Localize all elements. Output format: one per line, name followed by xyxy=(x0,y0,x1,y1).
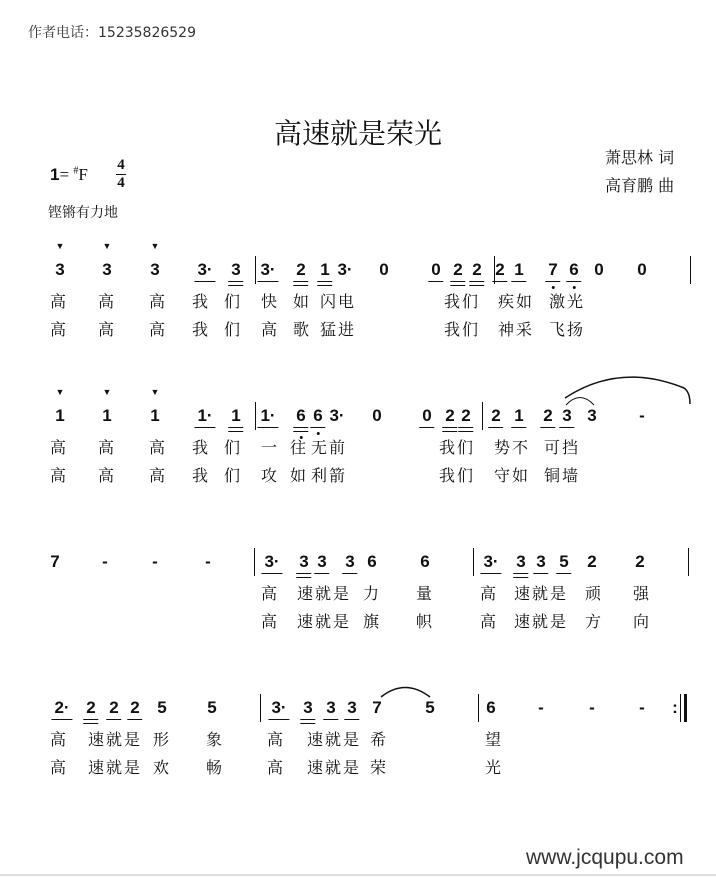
time-bottom: 4 xyxy=(117,175,125,191)
lyric-verse-2: 利箭 xyxy=(310,466,348,485)
lyric-verse-1: 高 xyxy=(49,730,69,749)
accent-icon: ▼ xyxy=(102,241,112,251)
lyric-verse-2: 高 xyxy=(260,612,280,631)
accent-icon: ▼ xyxy=(150,387,160,397)
lyric-verse-1: 我 xyxy=(191,292,211,311)
note-digit: 2 xyxy=(453,260,463,279)
lyric-verse-1: 势不 xyxy=(493,438,531,457)
note-digit: 3 xyxy=(587,406,597,425)
lyric-verse-1: 速就是 xyxy=(513,584,569,603)
lyric-verse-2: 向 xyxy=(632,612,652,631)
note-digit: 3 xyxy=(345,552,355,571)
lyric-verse-1: 如 xyxy=(292,292,312,311)
lyric-verse-2: 速就是 xyxy=(296,612,352,631)
lyric-verse-2: 高 xyxy=(49,758,69,777)
lyric-verse-1: 形 xyxy=(152,730,172,749)
lyric-verse-2: 攻 xyxy=(260,466,280,485)
time-top: 4 xyxy=(117,157,125,173)
note-digit: 3 xyxy=(231,260,241,279)
song-title: 高速就是荣光 xyxy=(273,117,442,150)
lyric-verse-2: 们 xyxy=(223,466,243,485)
lyric-verse-1: 们 xyxy=(223,438,243,457)
author-phone: 作者电话：15235826529 xyxy=(28,25,196,41)
note-digit: 1 xyxy=(55,406,65,425)
lyric-verse-2: 如 xyxy=(289,466,309,485)
note-digit: 6 xyxy=(486,698,496,717)
note-digit: 6 xyxy=(420,552,430,571)
note-digit: 2 xyxy=(445,406,455,425)
note-digit: 3· xyxy=(271,698,287,717)
lyric-verse-2: 高 xyxy=(260,320,280,339)
tie-line2-short xyxy=(566,398,594,406)
note-digit: 7 xyxy=(548,260,558,279)
note-digit: 2· xyxy=(54,698,70,717)
note-digit: 1 xyxy=(320,260,330,279)
key-equals: = xyxy=(59,165,70,184)
lyric-verse-1: 高 xyxy=(260,584,280,603)
lyric-verse-1: 高 xyxy=(479,584,499,603)
lyric-verse-2: 畅 xyxy=(205,758,225,777)
lyric-verse-2: 速就是 xyxy=(513,612,569,631)
lyric-verse-1: 希 xyxy=(369,730,389,749)
tie-line4 xyxy=(381,688,430,698)
note-digit: 2 xyxy=(296,260,306,279)
final-double-barline xyxy=(684,694,687,722)
lyric-verse-2: 高 xyxy=(148,320,168,339)
lyric-verse-2: 方 xyxy=(584,612,604,631)
lyric-verse-2: 铜墙 xyxy=(543,466,581,485)
key-note: F xyxy=(78,165,88,184)
note-digit: : xyxy=(672,698,678,717)
lyric-verse-2: 高 xyxy=(49,466,69,485)
lyric-verse-1: 我们 xyxy=(443,292,481,311)
note-digit: 1· xyxy=(197,406,213,425)
lyric-verse-1: 高 xyxy=(266,730,286,749)
lyric-verse-2: 光 xyxy=(484,758,504,777)
note-digit: 3 xyxy=(55,260,65,279)
note-digit: 1 xyxy=(231,406,241,425)
lyric-verse-2: 荣 xyxy=(369,758,389,777)
note-digit: 1· xyxy=(260,406,276,425)
note-digit: 2 xyxy=(86,698,96,717)
lyric-verse-1: 可挡 xyxy=(543,438,581,457)
note-digit: 2 xyxy=(461,406,471,425)
lyric-verse-1: 一 xyxy=(260,438,280,457)
lyric-verse-2: 速就是 xyxy=(306,758,362,777)
lyric-verse-2: 我们 xyxy=(438,466,476,485)
note-digit: 2 xyxy=(587,552,597,571)
lyric-verse-2: 猛进 xyxy=(319,320,357,339)
note-digit: - xyxy=(152,552,158,571)
sharp-icon: # xyxy=(73,165,79,177)
note-digit: 3 xyxy=(516,552,526,571)
lyric-verse-2: 欢 xyxy=(152,758,172,777)
lyric-verse-1: 往 xyxy=(289,438,309,457)
note-digit: 6 xyxy=(296,406,306,425)
note-digit: - xyxy=(589,698,595,717)
lyric-verse-1: 激光 xyxy=(548,292,586,311)
note-digit: 2 xyxy=(495,260,505,279)
note-digit: 3· xyxy=(337,260,353,279)
note-digit: 1 xyxy=(150,406,160,425)
lyric-verse-2: 高 xyxy=(148,466,168,485)
note-digit: 6 xyxy=(569,260,579,279)
lyric-verse-1: 高 xyxy=(148,438,168,457)
note-digit: 1 xyxy=(102,406,112,425)
note-digit: 5 xyxy=(157,698,167,717)
lyric-verse-2: 高 xyxy=(97,466,117,485)
lyric-verse-1: 我 xyxy=(191,438,211,457)
accent-icon: ▼ xyxy=(55,241,65,251)
composer-credit: 高育鹏 曲 xyxy=(605,176,675,195)
lyric-verse-2: 速就是 xyxy=(87,758,143,777)
lyric-verse-1: 疾如 xyxy=(497,292,535,311)
note-digit: 2 xyxy=(543,406,553,425)
lyric-verse-1: 速就是 xyxy=(87,730,143,749)
accent-icon: ▼ xyxy=(150,241,160,251)
lyric-verse-2: 我 xyxy=(191,466,211,485)
lyric-verse-1: 量 xyxy=(415,584,435,603)
note-digit: 2 xyxy=(635,552,645,571)
note-digit: 5 xyxy=(425,698,435,717)
note-digit: 2 xyxy=(491,406,501,425)
lyric-verse-1: 我们 xyxy=(438,438,476,457)
note-digit: 5 xyxy=(207,698,217,717)
note-digit: 3 xyxy=(299,552,309,571)
lyric-verse-1: 高 xyxy=(49,438,69,457)
lyric-verse-1: 高 xyxy=(148,292,168,311)
lyric-verse-1: 望 xyxy=(484,730,504,749)
note-digit: 0 xyxy=(637,260,647,279)
lyric-verse-1: 闪电 xyxy=(319,292,357,311)
key-one: 1 xyxy=(50,165,60,184)
lyric-verse-2: 高 xyxy=(479,612,499,631)
note-digit: 0 xyxy=(422,406,432,425)
lyric-verse-1: 无前 xyxy=(310,438,348,457)
lyric-verse-1: 高 xyxy=(97,292,117,311)
lyric-verse-1: 们 xyxy=(223,292,243,311)
note-digit: 3 xyxy=(303,698,313,717)
lyric-verse-1: 象 xyxy=(205,730,225,749)
note-digit: 3 xyxy=(562,406,572,425)
note-digit: 3· xyxy=(260,260,276,279)
note-digit: - xyxy=(102,552,108,571)
lyric-verse-2: 帜 xyxy=(415,612,435,631)
note-digit: 3· xyxy=(197,260,213,279)
note-digit: 1 xyxy=(514,260,524,279)
note-digit: 0 xyxy=(372,406,382,425)
lyric-verse-2: 高 xyxy=(97,320,117,339)
note-digit: 3 xyxy=(102,260,112,279)
note-digit: 2 xyxy=(472,260,482,279)
lyric-verse-1: 顽 xyxy=(584,584,604,603)
note-digit: 7 xyxy=(372,698,382,717)
note-digit: 6 xyxy=(313,406,323,425)
accent-icon: ▼ xyxy=(102,387,112,397)
note-digit: 3· xyxy=(264,552,280,571)
lyric-verse-1: 高 xyxy=(49,292,69,311)
note-digit: 3 xyxy=(347,698,357,717)
note-digit: 6 xyxy=(367,552,377,571)
note-digit: 0 xyxy=(594,260,604,279)
tempo-marking: 铿锵有力地 xyxy=(48,205,118,221)
lyric-verse-2: 飞扬 xyxy=(548,320,586,339)
note-digit: 1 xyxy=(514,406,524,425)
lyric-verse-2: 歌 xyxy=(292,320,312,339)
note-digit: - xyxy=(639,406,645,425)
lyricist-credit: 萧思林 词 xyxy=(605,148,675,167)
note-digit: 2 xyxy=(109,698,119,717)
lyric-verse-1: 速就是 xyxy=(296,584,352,603)
lyric-verse-1: 高 xyxy=(97,438,117,457)
slur-line2-long xyxy=(565,377,690,404)
note-digit: 5 xyxy=(559,552,569,571)
note-digit: - xyxy=(639,698,645,717)
note-digit: 2 xyxy=(130,698,140,717)
lyric-verse-2: 高 xyxy=(49,320,69,339)
note-digit: 3 xyxy=(317,552,327,571)
bottom-rule xyxy=(0,874,716,876)
note-digit: 3 xyxy=(326,698,336,717)
lyric-verse-2: 高 xyxy=(266,758,286,777)
note-digit: - xyxy=(205,552,211,571)
note-digit: 3 xyxy=(536,552,546,571)
lyric-verse-1: 速就是 xyxy=(306,730,362,749)
lyric-verse-2: 神采 xyxy=(497,320,535,339)
lyric-verse-1: 力 xyxy=(362,584,382,603)
lyric-verse-1: 快 xyxy=(260,292,280,311)
note-digit: 3· xyxy=(483,552,499,571)
note-digit: - xyxy=(538,698,544,717)
accent-icon: ▼ xyxy=(55,387,65,397)
lyric-verse-2: 守如 xyxy=(493,466,531,485)
watermark: www.jcqupu.com xyxy=(526,846,684,869)
note-digit: 3· xyxy=(329,406,345,425)
note-digit: 7 xyxy=(50,552,60,571)
lyric-verse-2: 我 xyxy=(191,320,211,339)
note-digit: 0 xyxy=(379,260,389,279)
note-digit: 0 xyxy=(431,260,441,279)
lyric-verse-2: 我们 xyxy=(443,320,481,339)
note-digit: 3 xyxy=(150,260,160,279)
lyric-verse-2: 们 xyxy=(223,320,243,339)
lyric-verse-1: 强 xyxy=(632,584,652,603)
lyric-verse-2: 旗 xyxy=(362,612,382,631)
